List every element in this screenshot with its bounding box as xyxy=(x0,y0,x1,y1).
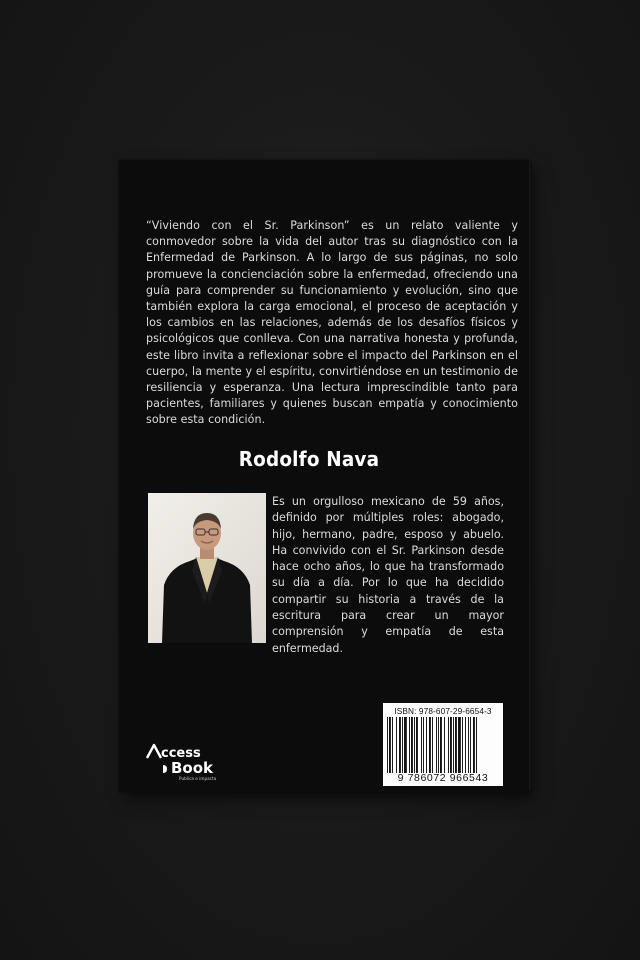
book-blurb: “Viviendo con el Sr. Parkinson” es un relato valiente y conmovedor sobre la vida del autor tras su diagnóstico con la Enfermedad de Parkinson. A lo largo de sus páginas, no solo promueve la concienciación sobre la enfermedad, ofreciendo una guía para comprender su funcionamiento y evolución, sino que también explora la carga emocional, el proceso de aceptación y los cambios en las relaciones, además de los desafíos físicos y psicológicos que conlleva. Con una narrativa honesta y profunda, este libro invita a reflexionar sobre el impacto del Parkinson en el cuerpo, la mente y el espíritu, convirtiéndose en un testimonio de resiliencia y esperanza. Una lectura imprescindible tanto para pacientes, familiares y quienes buscan empatía y conocimiento sobre esta condición. xyxy=(146,219,518,427)
isbn-number: ISBN: 978-607-29-6654-3 xyxy=(394,706,492,716)
svg-text:Publica e impacta: Publica e impacta xyxy=(179,776,217,781)
author-bio: Es un orgulloso mexicano de 59 años, definido por múltiples roles: abogado, hijo, hermano, padre, esposo y abuelo. Ha convivido con el Sr. Parkinson desde hace ocho años, lo que ha transformado su día a día. Por lo que ha decidido compartir su historia a través de la escritura para crear un mayor comprensión y empatía de esta enfermedad. xyxy=(272,495,504,655)
author-portrait-image xyxy=(148,493,266,643)
svg-text:ccess: ccess xyxy=(161,746,201,761)
publisher-logo xyxy=(145,743,235,783)
isbn-barcode xyxy=(383,703,503,786)
barcode-bars xyxy=(387,717,499,773)
book-spine-edge xyxy=(529,162,532,790)
book-back-cover xyxy=(119,160,529,792)
access-book-logo xyxy=(145,743,235,783)
author-name: Rodolfo Nava xyxy=(238,447,380,471)
barcode-digits: 9 786072 966543 xyxy=(397,772,489,784)
author-photo xyxy=(148,493,266,643)
svg-text:Book: Book xyxy=(171,759,214,777)
